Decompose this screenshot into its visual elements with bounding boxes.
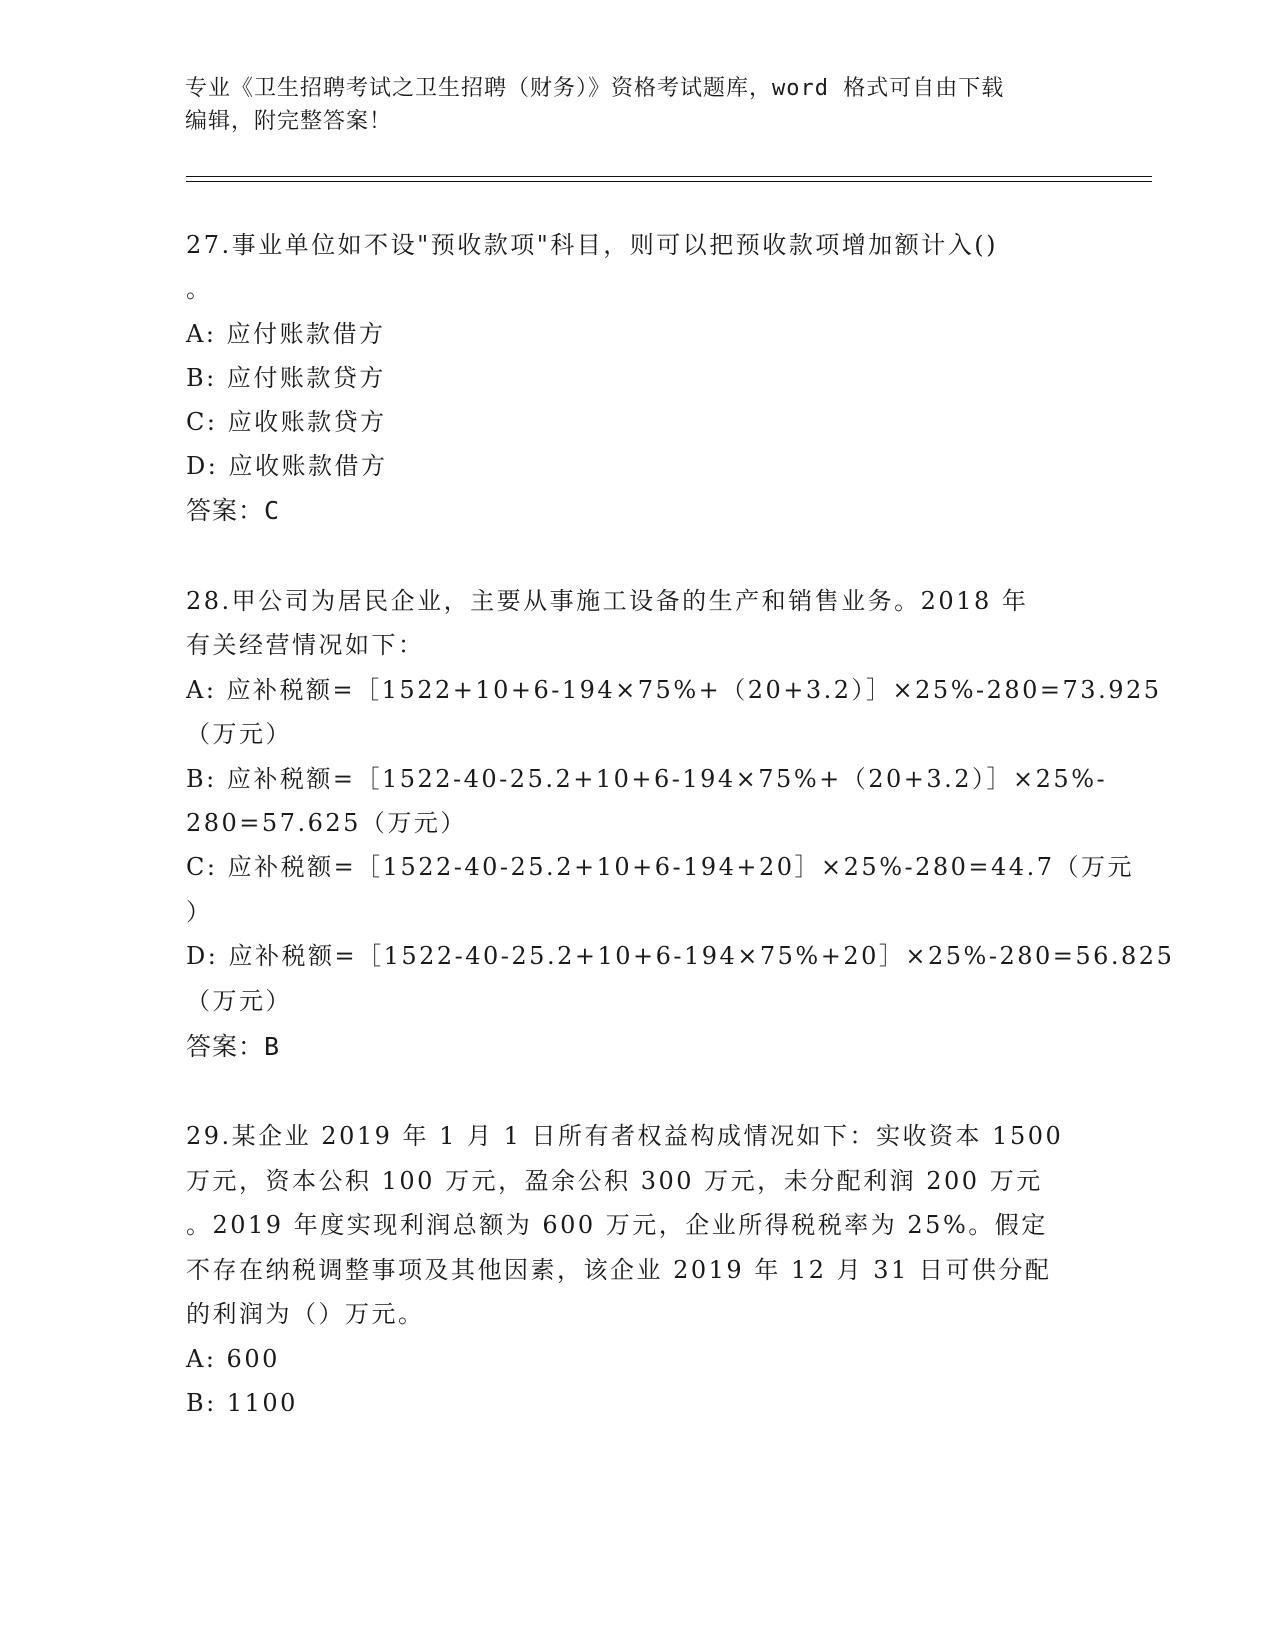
answer: 答案：B [186,1032,281,1061]
question-stem: 不存在纳税调整事项及其他因素，该企业 2019 年 12 月 31 日可供分配 [186,1256,1052,1284]
option-c: C: 应收账款贷方 [186,408,387,436]
question-stem: 27.事业单位如不设"预收款项"科目，则可以把预收款项增加额计入() [186,231,998,259]
question-stem: 。 [186,275,213,303]
option-d: D: 应补税额=［1522-40-25.2+10+6-194×75%+20］×25%-280=56.825 [186,942,1175,970]
question-stem: 有关经营情况如下： [186,631,425,659]
question-stem: 29.某企业 2019 年 1 月 1 日所有者权益构成情况如下：实收资本 1500 [186,1122,1064,1150]
option-b: B: 应付账款贷方 [186,364,386,392]
page-header [185,72,1065,138]
question-stem: 28.甲公司为居民企业，主要从事施工设备的生产和销售业务。2018 年 [186,587,1029,615]
option-b: B: 1100 [186,1389,298,1417]
option-b: 280=57.625（万元） [186,809,467,837]
header-divider-top [186,176,1152,177]
answer: 答案：C [186,496,281,525]
option-d: D: 应收账款借方 [186,452,388,480]
question-stem: 万元，资本公积 100 万元，盈余公积 300 万元，未分配利润 200 万元 [186,1167,1043,1195]
header-line-2: 编辑，附完整答案！ [185,109,393,134]
option-a: A: 应补税额=［1522+10+6-194×75%+（20+3.2）］×25%-280=73.925 [186,676,1162,704]
option-a: A: 应付账款借方 [186,320,386,348]
option-a: （万元） [186,720,292,748]
option-c: C: 应补税额=［1522-40-25.2+10+6-194+20］×25%-280=44.7（万元 [186,853,1134,881]
question-stem: 的利润为（）万元。 [186,1300,425,1328]
option-b: B: 应补税额=［1522-40-25.2+10+6-194×75%+（20+3.2）］×25%- [186,765,1108,793]
option-d: （万元） [186,987,292,1015]
header-divider-bottom [186,181,1152,182]
option-c: ） [186,898,213,926]
header-line-1: 专业《卫生招聘考试之卫生招聘（财务）》资格考试题库，word 格式可自由下载 [185,76,1005,101]
question-stem: 。2019 年度实现利润总额为 600 万元，企业所得税税率为 25%。假定 [186,1211,1048,1239]
option-a: A: 600 [186,1345,280,1373]
